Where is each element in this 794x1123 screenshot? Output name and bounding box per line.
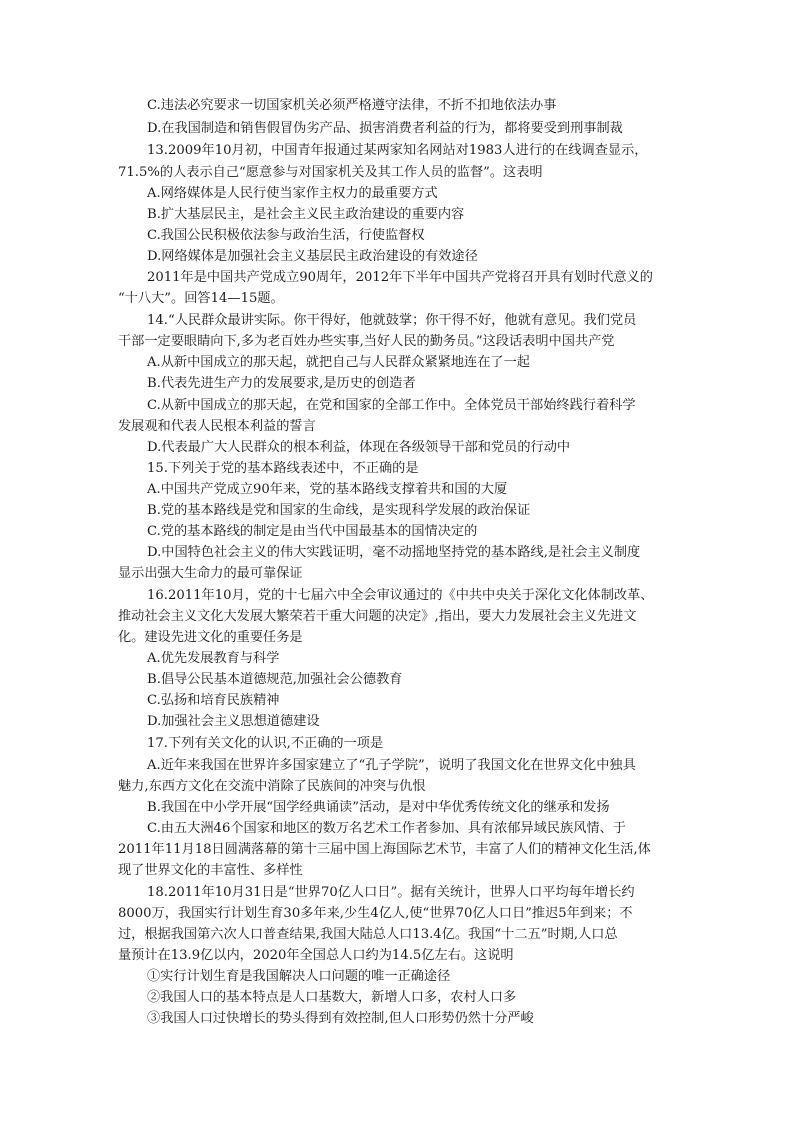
option-15d-cont: 显示出强大生命力的最可靠保证 <box>118 566 303 581</box>
question-14-stem: 14.“人民群众最讲实际。你干得好，他就鼓掌；你干得不好，他就有意见。我们党员 <box>147 313 637 328</box>
option-14b: B.代表先进生产力的发展要求,是历史的创造者 <box>147 376 416 391</box>
question-13-stem: 13.2009年10月初，中国青年报通过某两家知名网站对1983人进行的在线调查显示， <box>147 143 648 158</box>
option-17c: C.由五大洲46个国家和地区的数万名艺术工作者参加、具有浓郁异域民族风情、于 <box>147 821 626 836</box>
option-13b: B.扩大基层民主，是社会主义民主政治建设的重要内容 <box>147 207 465 222</box>
option-17a-cont: 魅力,东西方文化在交流中消除了民族间的冲突与仇恨 <box>118 779 426 794</box>
option-17b: B.我国在中小学开展“国学经典诵读”活动，是对中华优秀传统文化的继承和发扬 <box>147 800 610 815</box>
option-12c: C.违法必究要求一切国家机关必须严格遵守法律，不折不扣地依法办事 <box>147 98 557 113</box>
statement-18-1: ①实行计划生育是我国解决人口问题的唯一正确途径 <box>147 969 451 984</box>
question-18-stem: 18.2011年10月31日是“世界70亿人口日”。据有关统计，世界人口平均每年增长约 <box>147 885 635 900</box>
option-16b: B.倡导公民基本道德规范,加强社会公德教育 <box>147 672 403 687</box>
option-17a: A.近年来我国在世界许多国家建立了“孔子学院”，说明了我国文化在世界文化中独具 <box>147 758 636 773</box>
option-15c: C.党的基本路线的制定是由当代中国最基本的国情决定的 <box>147 524 478 539</box>
statement-18-2: ②我国人口的基本特点是人口基数大，新增人口多，农村人口多 <box>147 990 517 1005</box>
option-12d: D.在我国制造和销售假冒伪劣产品、损害消费者利益的行为，都将要受到刑事制裁 <box>147 121 623 136</box>
option-13d: D.网络媒体是加强社会主义基层民主政治建设的有效途径 <box>147 249 478 264</box>
question-16-stem-cont2: 化。建设先进文化的重要任务是 <box>118 630 303 645</box>
question-18-stem-cont: 8000万，我国实行计划生育30多年来,少生4亿人,使“世界70亿人口日”推迟5年到来；不 <box>118 906 633 921</box>
option-14c: C.从新中国成立的那天起，在党和国家的全部工作中。全体党员干部始终践行着科学 <box>147 398 636 413</box>
question-14-stem-cont: 干部一定要眼睛向下,多为老百姓办些实事,当好人民的勤务员。”这段话表明中国共产党 <box>118 334 615 349</box>
passage-intro: 2011年是中国共产党成立90周年，2012年下半年中国共产党将召开具有划时代意义的 <box>147 270 653 285</box>
option-16c: C.弘扬和培育民族精神 <box>147 693 280 708</box>
option-15a: A.中国共产党成立90年来，党的基本路线支撑着共和国的大厦 <box>147 482 508 497</box>
option-15d: D.中国特色社会主义的伟大实践证明，毫不动摇地坚持党的基本路线,是社会主义制度 <box>147 545 641 560</box>
option-17c-cont: 2011年11月18日圆满落幕的第十三届中国上海国际艺术节，丰富了人们的精神文化生活,体 <box>118 842 651 857</box>
question-18-stem-cont2: 过，根据我国第六次人口普查结果,我国大陆总人口13.4亿。我国“十二五”时期,人口总 <box>118 927 618 942</box>
question-17-stem: 17.下列有关文化的认识,不正确的一项是 <box>147 736 384 751</box>
option-17c-cont2: 现了世界文化的丰富性、多样性 <box>118 863 303 878</box>
question-16-stem: 16.2011年10月，党的十七届六中全会审议通过的《中共中央关于深化文化体制改革、 <box>147 588 654 603</box>
question-13-stem-cont: 71.5%的人表示自己“愿意参与对国家机关及其工作人员的监督”。这表明 <box>118 165 543 180</box>
option-16d: D.加强社会主义思想道德建设 <box>147 714 320 729</box>
passage-intro-cont: “十八大”。回答14—15题。 <box>118 291 284 306</box>
option-16a: A.优先发展教育与科学 <box>147 651 280 666</box>
option-14a: A.从新中国成立的那天起，就把自己与人民群众紧紧地连在了一起 <box>147 355 530 370</box>
question-16-stem-cont: 推动社会主义文化大发展大繁荣若干重大问题的决定》,指出，要大力发展社会主义先进文 <box>118 609 637 624</box>
option-13c: C.我国公民积极依法参与政治生活，行使监督权 <box>147 228 425 243</box>
option-14c-cont: 发展观和代表人民根本利益的誓言 <box>118 419 316 434</box>
question-18-stem-cont3: 量预计在13.9亿以内，2020年全国总人口约为14.5亿左右。这说明 <box>118 948 514 963</box>
option-14d: D.代表最广大人民群众的根本利益，体现在各级领导干部和党员的行动中 <box>147 440 571 455</box>
option-13a: A.网络媒体是人民行使当家作主权力的最重要方式 <box>147 186 438 201</box>
option-15b: B.党的基本路线是党和国家的生命线，是实现科学发展的政治保证 <box>147 503 531 518</box>
question-15-stem: 15.下列关于党的基本路线表述中，不正确的是 <box>147 461 419 476</box>
statement-18-3: ③我国人口过快增长的势头得到有效控制,但人口形势仍然十分严峻 <box>147 1011 534 1026</box>
